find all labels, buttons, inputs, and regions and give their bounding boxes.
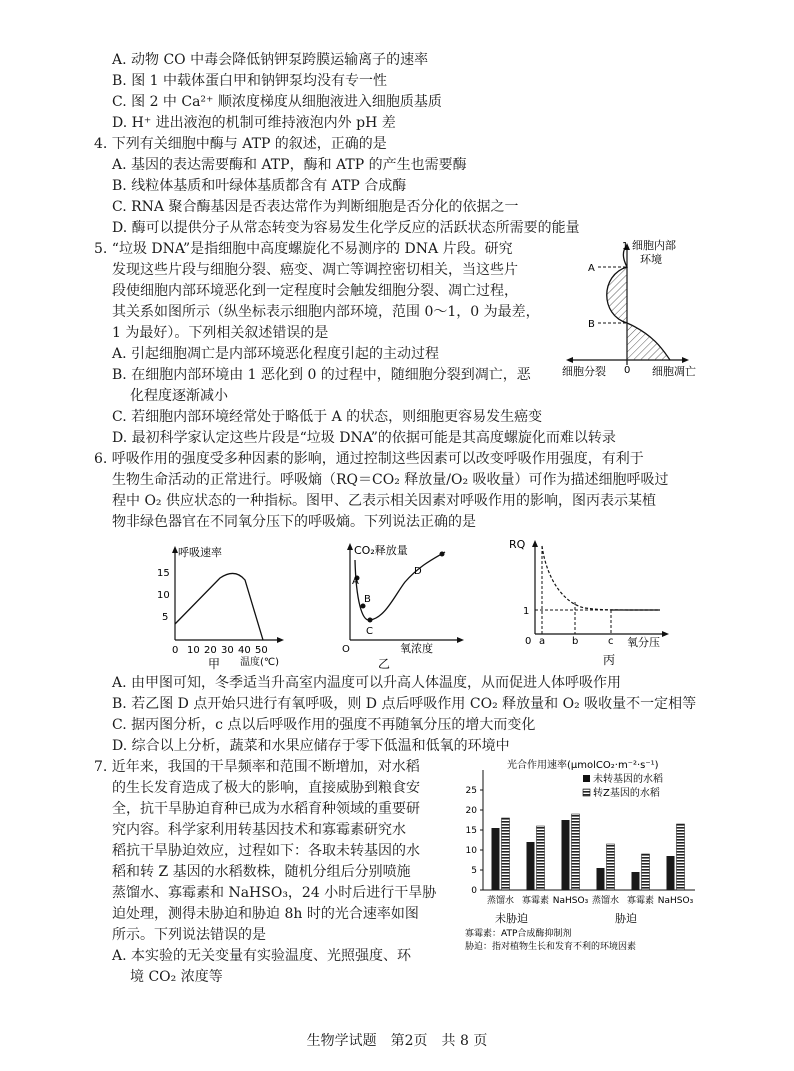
- q7-stem-line: 蒸馏水、寡霉素和 NaHSO₃，24 小时后进行干旱胁: [112, 885, 437, 901]
- q6-figure-yi: [330, 540, 480, 670]
- q7-stem-line: 7. 近年来，我国的干旱频率和范围不断增加，对水稻: [94, 759, 420, 775]
- x-tick: 10: [187, 645, 200, 656]
- bar-wild-type-4: [632, 872, 640, 890]
- bar-z-gene-4: [642, 854, 650, 890]
- q7-stem-line: 稻和转 Z 基因的水稻数株，随机分组后分别喷施: [112, 864, 411, 880]
- q6-option-a: A. 由甲图可知，冬季适当升高室内温度可以升高人体温度，从而促进人体呼吸作用: [112, 675, 622, 691]
- category-label: 寡霉素: [521, 896, 550, 906]
- bing-caption: 丙: [603, 653, 616, 667]
- bar-z-gene-3: [607, 844, 615, 890]
- prev-option-c: C. 图 2 中 Ca²⁺ 顺浓度梯度从细胞液进入细胞质基质: [112, 94, 442, 110]
- q6-option-c: C. 据丙图分析，c 点以后呼吸作用的强度不再随氧分压的增大而变化: [112, 717, 536, 733]
- q4-option-c: C. RNA 聚合酶基因是否表达常作为判断细胞是否分化的依据之一: [112, 199, 519, 215]
- x-axis-arrow: [457, 637, 464, 643]
- co2-curve: [355, 552, 445, 620]
- yi-ylabel: CO₂释放量: [354, 544, 408, 557]
- point-c: [368, 618, 373, 623]
- category-label: 寡霉素: [626, 896, 655, 906]
- q5-stem-line: 其关系如图所示（纵坐标表示细胞内部环境，范围 0～1，0 为最差，: [112, 304, 540, 320]
- x-point-c: c: [608, 636, 614, 647]
- bar-z-gene-5: [677, 824, 685, 890]
- y-tick: 15: [157, 568, 170, 579]
- tick-1: 1: [622, 241, 629, 252]
- q7-stem-line: 究内容。科学家利用转基因技术和寡霉素研究水: [112, 822, 406, 838]
- yi-origin: O: [342, 644, 350, 655]
- y-axis-arrow: [347, 543, 353, 550]
- x-tick: 40: [238, 645, 251, 656]
- x-tick: 20: [204, 645, 217, 656]
- y-tick-label: 0: [471, 886, 477, 896]
- bing-ylabel: RQ: [509, 538, 526, 551]
- point-d: [440, 552, 445, 557]
- q7-option-a-cont: 境 CO₂ 浓度等: [130, 969, 223, 985]
- q6-stem-line: 生物生命活动的正常进行。呼吸熵（RQ＝CO₂ 释放量/O₂ 吸收量）可作为描述细胞呼吸过: [112, 472, 669, 488]
- bing-y-tick: 1: [523, 606, 530, 617]
- category-label: NaHSO₃: [552, 896, 589, 906]
- q5-option-d: D. 最初科学家认定这些片段是“垃圾 DNA”的依据可能是其高度螺旋化而难以转录: [112, 430, 616, 446]
- category-label: 蒸馏水: [591, 896, 620, 906]
- q5-stem-line: 1 为最好）。下列相关叙述错误的是: [112, 325, 329, 341]
- bar-wild-type-1: [527, 842, 535, 890]
- y-tick-label: 15: [465, 826, 477, 836]
- jia-ylabel: 呼吸速率: [178, 546, 222, 559]
- group-label-unstressed: 未胁迫: [495, 912, 528, 925]
- q4-option-d: D. 酶可以提供分子从常态转变为容易发生化学反应的活跃状态所需要的能量: [112, 220, 580, 236]
- y-tick: 10: [157, 590, 170, 601]
- note-oligomycin: 寡霉素：ATP合成酶抑制剂: [465, 929, 572, 939]
- bar-wild-type-3: [597, 868, 605, 890]
- bar-wild-type-5: [667, 856, 675, 890]
- q7-option-a: A. 本实验的无关变量有实验温度、光照强度、环: [112, 948, 412, 964]
- category-label: NaHSO₃: [657, 896, 694, 906]
- legend-swatch-2: [583, 789, 590, 796]
- bing-xlabel: 氧分压: [627, 636, 660, 649]
- y-tick: 5: [162, 612, 169, 623]
- q5-stem-line: 5. “垃圾 DNA”是指细胞中高度螺旋化不易测序的 DNA 片段。研究: [94, 241, 513, 257]
- q6-option-d: D. 综合以上分析，蔬菜和水果应储存于零下低温和低氧的环境中: [112, 738, 510, 754]
- x-tick: 50: [255, 645, 268, 656]
- mark-a: A: [588, 263, 595, 274]
- bar-z-gene-0: [502, 818, 510, 890]
- rq-curve: [542, 546, 660, 610]
- label-c: C: [366, 626, 373, 637]
- origin-label: 0: [624, 365, 631, 376]
- q7-stem-line: 所示。下列说法错误的是: [112, 927, 266, 943]
- y-tick-label: 20: [465, 806, 477, 816]
- q5-stem-line: 段使细胞内部环境恶化到一定程度时会触发细胞分裂、凋亡过程，: [112, 283, 518, 299]
- x-point-b: b: [572, 636, 579, 647]
- q6-stem-line: 程中 O₂ 供应状态的一种指标。图甲、乙表示相关因素对呼吸作用的影响，图丙表示某植: [112, 493, 656, 509]
- q6-stem-line: 6. 呼吸作用的强度受多种因素的影响，通过控制这些因素可以改变呼吸作用强度，有利于: [94, 451, 644, 467]
- legend-label-1: 未转基因的水稻: [593, 774, 663, 785]
- bar-z-gene-2: [572, 814, 580, 890]
- q6-figure-jia: [140, 540, 290, 670]
- q4-option-a: A. 基因的表达需要酶和 ATP，酶和 ATP 的产生也需要酶: [112, 157, 467, 173]
- bar-z-gene-1: [537, 826, 545, 890]
- label-d: D: [414, 566, 422, 577]
- label-a: A: [352, 576, 359, 587]
- q5-option-a: A. 引起细胞凋亡是内部环境恶化程度引起的主动过程: [112, 346, 440, 362]
- q7-stem-line: 稻抗干旱胁迫效应，过程如下：各取未转基因的水: [112, 843, 420, 859]
- legend-swatch-1: [583, 775, 590, 782]
- q5-figure: [560, 235, 700, 380]
- hatched-area-apoptosis: [627, 323, 670, 360]
- x-axis-arrow: [277, 637, 284, 643]
- q7-stem-line: 迫处理，测得未胁迫和胁迫 8h 时的光合速率如图: [112, 906, 419, 922]
- rate-curve: [175, 573, 263, 640]
- q6-option-b: B. 若乙图 D 点开始只进行有氧呼吸，则 D 点后呼吸作用 CO₂ 释放量和 O₂ 吸收量不一定相等: [112, 696, 697, 712]
- x-axis-arrow: [662, 631, 669, 637]
- q4-stem: 4. 下列有关细胞中酶与 ATP 的叙述，正确的是: [94, 136, 387, 152]
- q6-stem-line: 物非绿色器官在不同氧分压下的呼吸熵。下列说法正确的是: [112, 514, 476, 530]
- q5-option-c: C. 若细胞内部环境经常处于略低于 A 的状态，则细胞更容易发生癌变: [112, 409, 543, 425]
- mark-b: B: [588, 319, 595, 330]
- y-tick-label: 10: [465, 846, 477, 856]
- hatched-area-division: [607, 267, 627, 323]
- q5-stem-line: 发现这些片段与细胞分裂、癌变、凋亡等调控密切相关，当这些片: [112, 262, 518, 278]
- y-axis-arrow: [532, 540, 538, 547]
- x-axis-left-arrow: [566, 357, 573, 363]
- q7-stem-line: 全，抗干旱胁迫育种已成为水稻育种领域的重要研: [112, 801, 420, 817]
- x-point-a: a: [539, 636, 546, 647]
- jia-caption: 甲: [208, 657, 221, 670]
- page-footer: 生物学试题 第2页 共 8 页: [306, 1033, 488, 1049]
- prev-option-b: B. 图 1 中载体蛋白甲和钠钾泵均没有专一性: [112, 73, 387, 89]
- label-b: B: [364, 594, 371, 605]
- y-label-1: 细胞内部: [632, 239, 676, 252]
- yi-caption: 乙: [378, 657, 391, 670]
- right-label: 细胞凋亡: [652, 365, 696, 378]
- y-tick-label: 5: [471, 866, 477, 876]
- bar-wild-type-0: [492, 828, 500, 890]
- q5-option-b-cont: 化程度逐渐减小: [130, 388, 228, 404]
- prev-option-a: A. 动物 CO 中毒会降低钠钾泵跨膜运输离子的速率: [112, 52, 429, 68]
- jia-xlabel: 温度(℃): [240, 657, 280, 668]
- x-tick: 30: [221, 645, 234, 656]
- prev-option-d: D. H⁺ 进出液泡的机制可维持液泡内外 pH 差: [112, 115, 396, 131]
- y-tick-label: 25: [465, 786, 477, 796]
- group-label-stressed: 胁迫: [615, 912, 637, 925]
- q7-stem-line: 的生长发育造成了极大的影响，直接威胁到粮食安: [112, 780, 420, 796]
- note-stress: 胁迫：指对植物生长和发育不利的环境因素: [465, 942, 637, 952]
- left-label: 细胞分裂: [562, 365, 606, 378]
- bar-wild-type-2: [562, 820, 570, 890]
- bing-origin: 0: [525, 636, 532, 647]
- x-axis-right-arrow: [682, 357, 689, 363]
- category-label: 蒸馏水: [486, 896, 515, 906]
- q4-option-b: B. 线粒体基质和叶绿体基质都含有 ATP 合成酶: [112, 178, 407, 194]
- legend-label-2: 转Z基因的水稻: [593, 788, 660, 799]
- y-label-2: 环境: [640, 253, 662, 266]
- q5-option-b: B. 在细胞内部环境由 1 恶化到 0 的过程中，随细胞分裂到凋亡，恶: [112, 367, 531, 383]
- q6-figure-bing: [505, 536, 685, 670]
- chart-title: 光合作用速率(μmolCO₂·m⁻²·s⁻¹): [507, 760, 659, 771]
- yi-xlabel: 氧浓度: [400, 642, 433, 655]
- q7-bar-chart: [455, 752, 700, 957]
- x-tick: 0: [172, 645, 179, 656]
